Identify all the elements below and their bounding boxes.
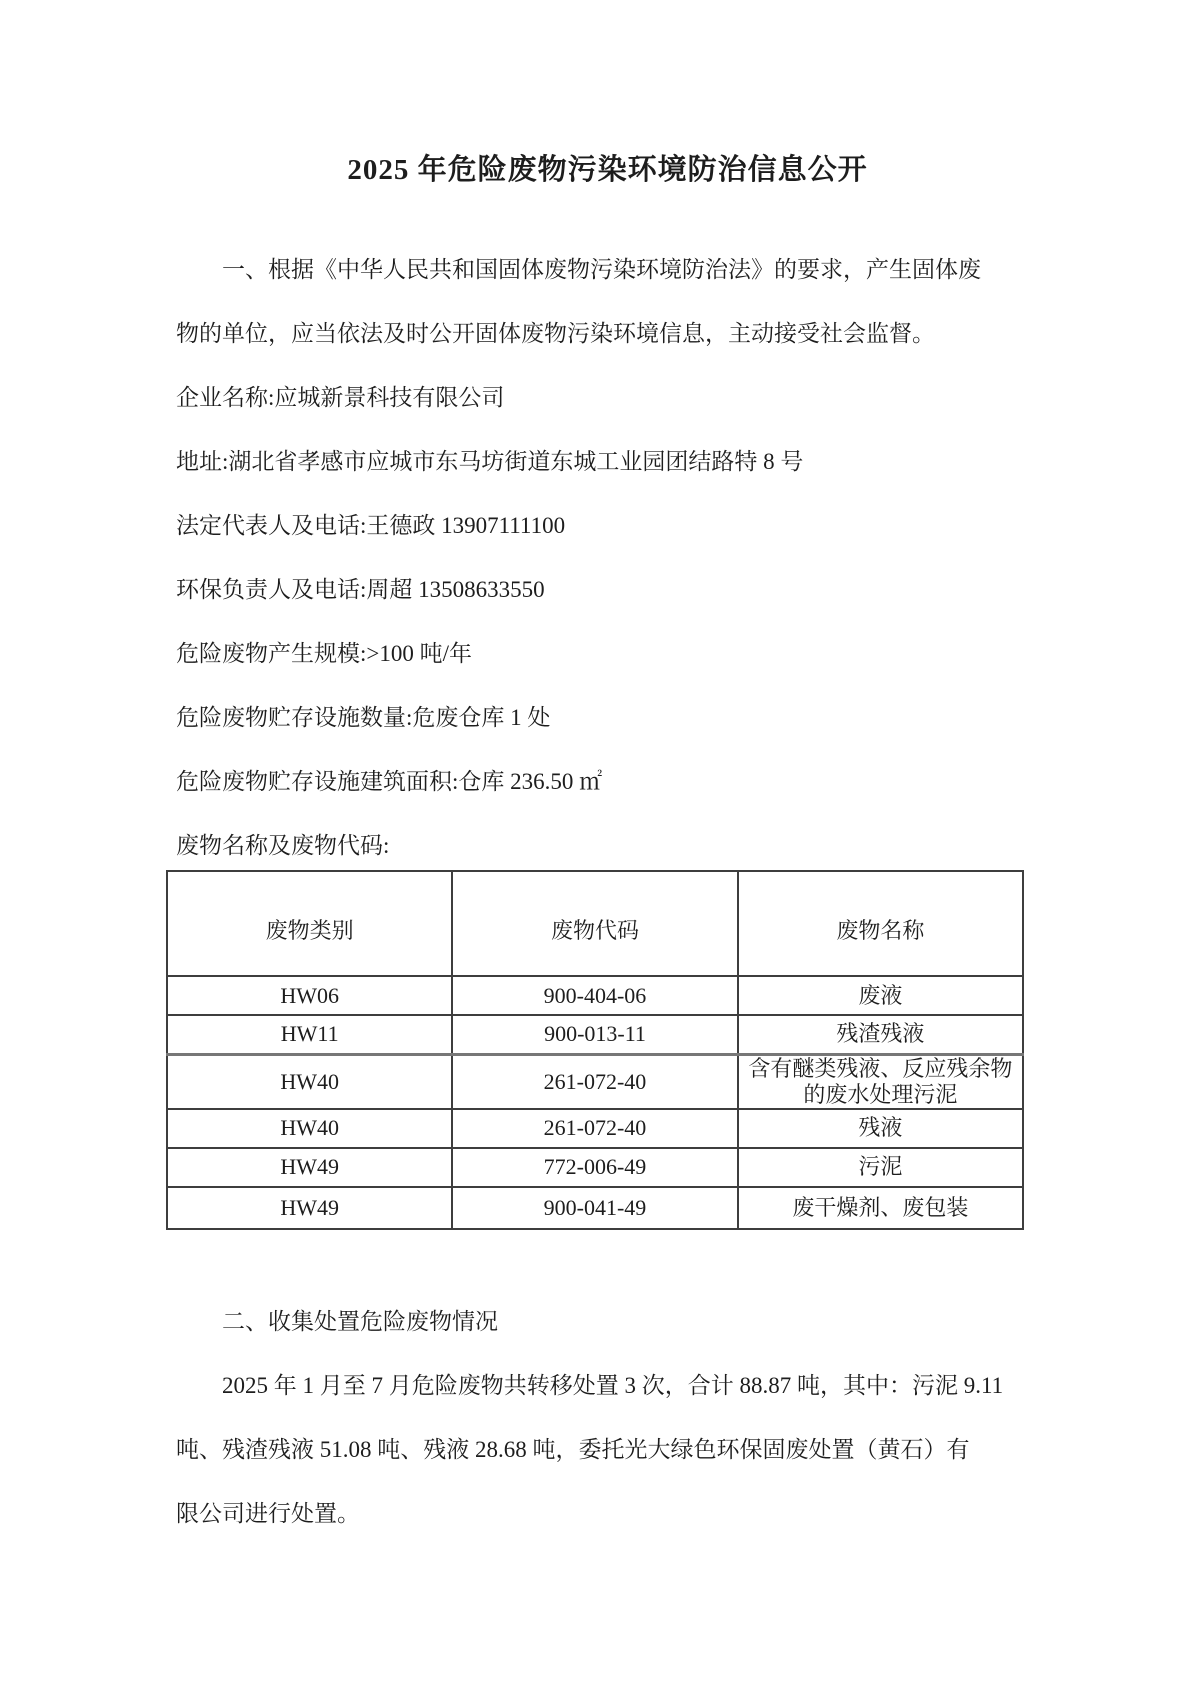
table-header-cell: 废物代码 <box>452 871 737 976</box>
table-header-row <box>167 871 1023 976</box>
table-cell: 900-013-11 <box>452 1015 737 1054</box>
table-cell: HW06 <box>167 976 452 1015</box>
closing-paragraph <box>176 1354 1039 1546</box>
table-cell: 261-072-40 <box>452 1054 737 1109</box>
waste-code-table <box>166 870 1024 1230</box>
table-cell: HW49 <box>167 1187 452 1229</box>
text-line: 限公司进行处置。 <box>176 1500 360 1526</box>
section2-block <box>176 1290 1039 1354</box>
table-cell: 900-404-06 <box>452 976 737 1015</box>
text-line: 物的单位，应当依法及时公开固体废物污染环境信息，主动接受社会监督。 <box>176 321 935 346</box>
table-cell: 残渣残液 <box>738 1015 1023 1054</box>
text-line: 废物名称及废物代码: <box>176 833 390 858</box>
section2-heading: 二、收集处置危险废物情况 <box>222 1308 498 1334</box>
table-cell: HW40 <box>167 1054 452 1109</box>
intro-paragraph <box>176 238 1039 366</box>
table-row <box>167 1054 1023 1109</box>
table-cell: 污泥 <box>738 1148 1023 1187</box>
text-line: 法定代表人及电话:王德政 13907111100 <box>176 513 566 538</box>
table-row <box>167 1015 1023 1054</box>
table-header-cell: 废物名称 <box>738 871 1023 976</box>
table-row <box>167 1187 1023 1229</box>
table-row <box>167 1109 1023 1148</box>
text-line: 危险废物贮存设施数量:危废仓库 1 处 <box>176 705 551 730</box>
table-cell: 废干燥剂、废包装 <box>738 1187 1023 1229</box>
table-row <box>167 1148 1023 1187</box>
table-cell: 残液 <box>738 1109 1023 1148</box>
page-title: 2025 年危险废物污染环境防治信息公开 <box>347 154 868 186</box>
table-cell: 772-006-49 <box>452 1148 737 1187</box>
table-cell: 261-072-40 <box>452 1109 737 1148</box>
company-info-block <box>176 366 1039 878</box>
table-cell: HW40 <box>167 1109 452 1148</box>
table-cell: 含有醚类残液、反应残余物的废水处理污泥 <box>738 1054 1023 1109</box>
table-row <box>167 976 1023 1015</box>
table-header-cell: 废物类别 <box>167 871 452 976</box>
text-line: 危险废物产生规模:>100 吨/年 <box>176 641 473 666</box>
waste-table-head <box>167 871 1023 976</box>
table-cell: HW11 <box>167 1015 452 1054</box>
text-line: 地址:湖北省孝感市应城市东马坊街道东城工业园团结路特 8 号 <box>176 449 804 474</box>
waste-table-body <box>167 976 1023 1229</box>
table-cell: HW49 <box>167 1148 452 1187</box>
table-cell: 废液 <box>738 976 1023 1015</box>
text-line: 吨、残渣残液 51.08 吨、残液 28.68 吨，委托光大绿色环保固废处置（黄石）有 <box>176 1436 970 1462</box>
text-line: 危险废物贮存设施建筑面积:仓库 236.50 ㎡ <box>176 769 603 794</box>
text-line: 2025 年 1 月至 7 月危险废物共转移处置 3 次，合计 88.87 吨，其中：污泥 9.11 <box>222 1372 1004 1398</box>
text-line: 环保负责人及电话:周超 13508633550 <box>176 577 545 602</box>
text-line: 企业名称:应城新景科技有限公司 <box>176 385 505 410</box>
table-cell: 900-041-49 <box>452 1187 737 1229</box>
text-line: 一、根据《中华人民共和国固体废物污染环境防治法》的要求，产生固体废 <box>222 257 981 282</box>
